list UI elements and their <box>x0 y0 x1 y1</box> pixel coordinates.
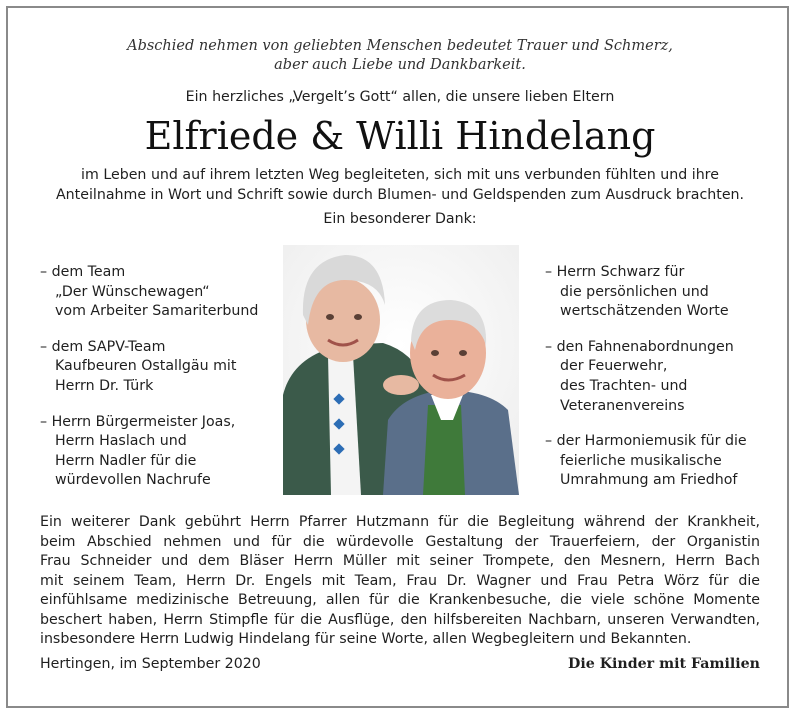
thanks-line: – dem Team <box>40 264 126 280</box>
body-line-2: Anteilnahme in Wort und Schrift sowie durch Blumen- und Geldspenden zum Ausdruck brachten. <box>55 187 745 203</box>
special-thanks-heading: Ein besonderer Dank: <box>323 211 477 227</box>
closing-line: insbesondere Herrn Ludwig Hindelang für seine Worte, allen Wegbegleitern und Bekannten. <box>40 631 692 647</box>
thanks-item <box>545 432 747 491</box>
thanks-line: Herrn Nadler für die <box>55 452 197 469</box>
closing-line: einfühlsame medizinische Betreuung, allen für die Krankenbesuche, die viele schöne Momente <box>40 592 760 608</box>
portrait-photo <box>283 245 519 495</box>
thanks-item <box>40 338 258 397</box>
thanks-item <box>545 263 747 322</box>
closing-line: beschert haben, Herrn Stimpfle für die Ausflüge, den hilfsbereiten Nachbarn, unseren Verwandten, <box>40 611 760 628</box>
right-thanks-column <box>545 263 747 507</box>
motto-line-1: Abschied nehmen von geliebten Menschen bedeutet Trauer und Schmerz, <box>127 38 673 54</box>
thanks-line: Herrn Haslach und <box>55 433 187 450</box>
thanks-line: Kaufbeuren Ostallgäu mit <box>55 358 237 375</box>
body-line-1: im Leben und auf ihrem letzten Weg begleiteten, sich mit uns verbunden fühlten und ihre <box>81 167 719 183</box>
closing-paragraph <box>40 513 760 650</box>
thanks-line: – den Fahnenabordnungen <box>545 338 734 355</box>
closing-line: beim Abschied nehmen und für die würdevolle Gestaltung der Trauerfeiern, der Organistin <box>40 533 760 550</box>
thanks-item <box>40 263 258 322</box>
thanks-line: würdevollen Nachrufe <box>55 472 211 489</box>
thanks-line: „Der Wünschewagen“ <box>55 283 210 300</box>
signature: Die Kinder mit Familien <box>568 656 760 672</box>
portrait-illustration <box>283 245 519 495</box>
motto-line-2: aber auch Liebe und Dankbarkeit. <box>274 57 526 73</box>
thanks-line: vom Arbeiter Samariterbund <box>55 303 259 320</box>
left-thanks-column <box>40 263 258 507</box>
thanks-item <box>40 413 258 491</box>
closing-line: Ein weiterer Dank gebührt Herrn Pfarrer Hutzmann für die Begleitung während der Krankheit, <box>40 514 760 530</box>
thanks-line: Herrn Dr. Türk <box>55 377 154 394</box>
place-date: Hertingen, im September 2020 <box>40 656 261 672</box>
thanks-line: der Feuerwehr, <box>560 358 668 375</box>
closing-line: mit seinem Team, Herrn Dr. Engels mit Team, Frau Dr. Wagner und Frau Petra Wörz für die <box>40 572 760 589</box>
thanks-line: feierliche musikalische <box>560 452 722 469</box>
thanks-line: des Trachten- und <box>560 377 688 394</box>
thanks-line: – Herrn Schwarz für <box>545 264 685 280</box>
thanks-item <box>545 338 747 416</box>
body-text <box>0 165 800 205</box>
intro-line: Ein herzliches „Vergelt’s Gott“ allen, die unsere lieben Eltern <box>185 89 615 105</box>
thanks-line: die persönlichen und <box>560 283 709 300</box>
thanks-line: – dem SAPV-Team <box>40 338 166 355</box>
motto <box>0 37 800 75</box>
thanks-line: wertschätzenden Worte <box>560 303 729 320</box>
thanks-line: – Herrn Bürgermeister Joas, <box>40 413 236 430</box>
thanks-line: – der Harmoniemusik für die <box>545 433 747 450</box>
deceased-names: Elfriede & Willi Hindelang <box>144 114 656 158</box>
closing-line: Frau Schneider und dem Bläser Herrn Müller mit seiner Trompete, den Mesnern, Herrn Bach <box>40 553 760 569</box>
thanks-line: Umrahmung am Friedhof <box>560 472 738 489</box>
thanks-line: Veteranenvereins <box>560 397 685 414</box>
